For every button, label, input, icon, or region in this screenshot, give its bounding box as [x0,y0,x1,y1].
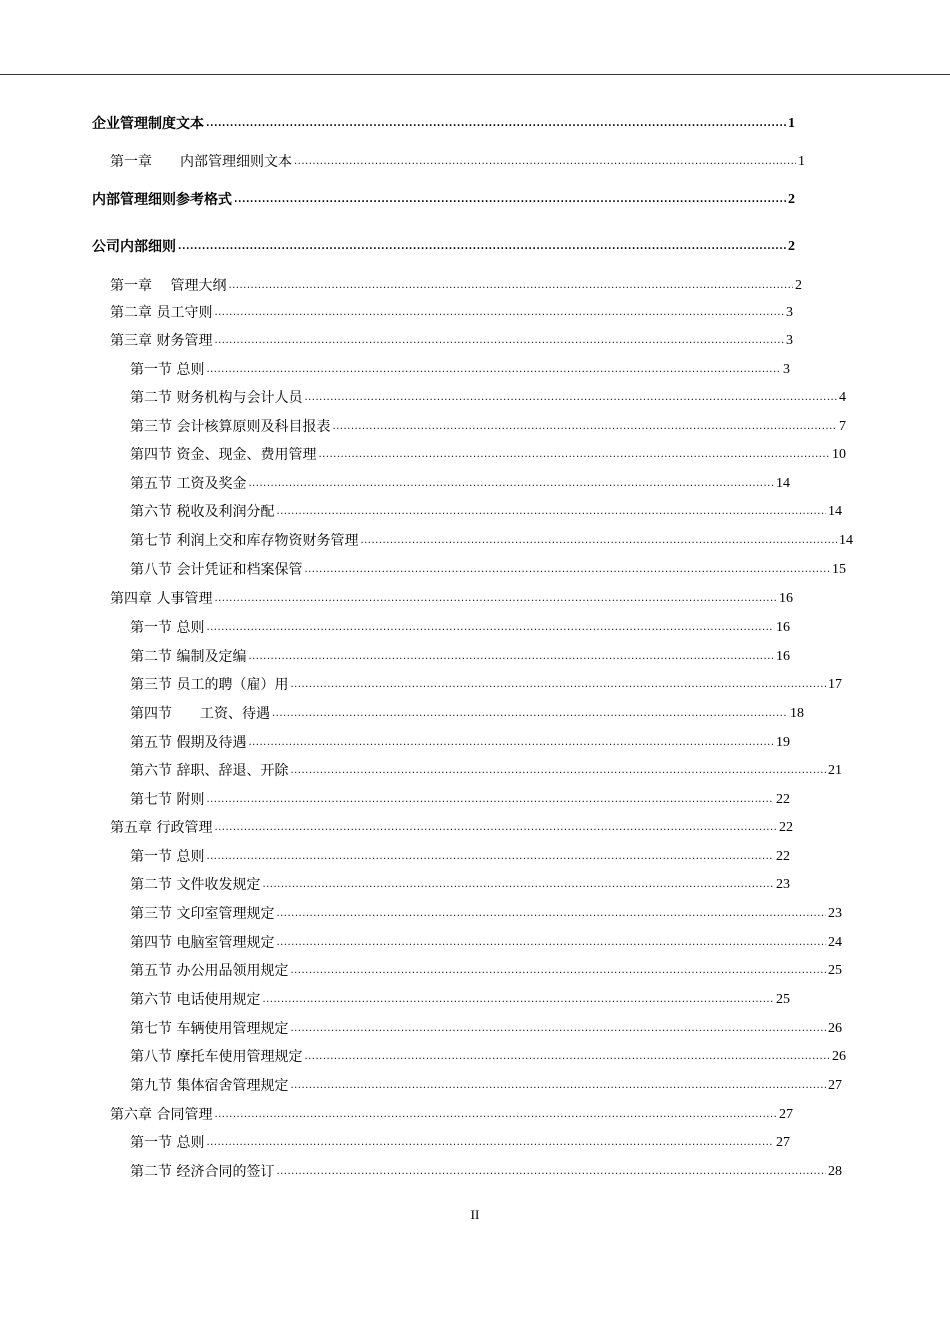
toc-entry[interactable] [130,500,842,520]
toc-entry-title: 第五节 假期及待遇 [130,735,247,751]
toc-dot-leader [206,116,786,132]
toc-entry-page: 28 [828,1164,842,1179]
toc-entry-page: 22 [776,792,790,807]
toc-entry-title: 第七节 利润上交和库存物资财务管理 [130,533,359,549]
toc-entry-page: 27 [779,1107,793,1122]
toc-entry-page: 16 [776,620,790,635]
toc-entry-title: 内部管理细则参考格式 [92,192,232,208]
toc-dot-leader [262,877,774,893]
toc-entry-page: 25 [828,963,842,978]
toc-entry[interactable] [130,1131,790,1151]
toc-entry[interactable] [130,358,790,378]
toc-entry-title: 第四节 资金、现金、费用管理 [130,447,317,463]
toc-entry-page: 23 [828,906,842,921]
toc-entry[interactable] [110,1103,793,1123]
toc-entry[interactable] [130,1074,842,1094]
toc-entry-page: 2 [788,192,795,207]
toc-entry[interactable] [130,443,846,463]
toc-entry[interactable] [130,873,790,893]
toc-dot-leader [206,792,774,808]
toc-dot-leader [262,992,774,1008]
toc-entry-title: 第七节 车辆使用管理规定 [130,1021,289,1037]
toc-entry[interactable] [130,731,790,751]
toc-entry[interactable] [130,472,790,492]
toc-entry-title: 第六节 辞职、辞退、开除 [130,763,289,779]
toc-entry-title: 公司内部细则 [92,239,176,255]
toc-entry[interactable] [110,301,793,321]
toc-entry-title: 第六节 电话使用规定 [130,992,261,1008]
toc-entry[interactable] [130,529,853,549]
toc-dot-leader [304,1049,830,1065]
toc-entry[interactable] [110,150,805,170]
toc-entry-page: 26 [828,1021,842,1036]
toc-entry-page: 10 [832,447,846,462]
toc-entry[interactable] [110,816,793,836]
toc-dot-leader [276,935,826,951]
toc-entry-page: 17 [828,677,842,692]
toc-entry-page: 15 [832,562,846,577]
toc-entry[interactable] [130,616,790,636]
toc-entry-title: 第一章 内部管理细则文本 [110,154,292,170]
toc-entry-page: 16 [779,591,793,606]
toc-dot-leader [294,154,796,170]
toc-entry-title: 第四章 人事管理 [110,591,213,607]
toc-entry-page: 14 [828,504,842,519]
toc-entry[interactable] [92,112,795,132]
toc-entry-page: 3 [786,333,793,348]
toc-entry-title: 第一节 总则 [130,849,205,865]
toc-entry[interactable] [130,845,790,865]
toc-entry-page: 25 [776,992,790,1007]
toc-dot-leader [304,562,830,578]
toc-entry[interactable] [130,645,790,665]
page-number: II [470,1207,480,1222]
toc-entry-title: 第一节 总则 [130,362,205,378]
toc-entry-page: 3 [783,362,790,377]
toc-entry-title: 第二节 文件收发规定 [130,877,261,893]
toc-entry[interactable] [130,1160,842,1180]
toc-entry-page: 21 [828,763,842,778]
toc-dot-leader [206,620,774,636]
toc-entry-page: 3 [786,305,793,320]
toc-entry-page: 1 [788,116,795,131]
toc-entry[interactable] [130,558,846,578]
toc-dot-leader [332,419,837,435]
toc-dot-leader [290,763,826,779]
toc-entry[interactable] [130,1017,842,1037]
toc-dot-leader [290,1078,826,1094]
toc-entry-page: 22 [779,820,793,835]
toc-dot-leader [214,305,784,321]
header-rule [0,74,950,75]
toc-entry-title: 第四节 工资、待遇 [130,706,270,722]
toc-entry-title: 第二节 经济合同的签订 [130,1164,275,1180]
toc-entry[interactable] [130,673,842,693]
toc-dot-leader [228,278,793,294]
toc-entry-page: 14 [839,533,853,548]
toc-dot-leader [206,1135,774,1151]
toc-entry-title: 第一章 管理大纲 [110,278,227,294]
toc-entry[interactable] [110,587,793,607]
toc-entry[interactable] [130,988,790,1008]
toc-entry-title: 第七节 附则 [130,792,205,808]
toc-dot-leader [248,735,774,751]
toc-entry-title: 第一节 总则 [130,620,205,636]
toc-entry-page: 7 [839,419,846,434]
toc-entry-page: 14 [776,476,790,491]
toc-dot-leader [304,390,837,406]
toc-dot-leader [276,906,826,922]
toc-entry-title: 第八节 摩托车使用管理规定 [130,1049,303,1065]
toc-entry-title: 第二章 员工守则 [110,305,213,321]
toc-entry-page: 23 [776,877,790,892]
toc-dot-leader [248,649,774,665]
toc-dot-leader [290,677,826,693]
toc-entry[interactable] [92,235,795,255]
toc-entry-title: 第一节 总则 [130,1135,205,1151]
toc-entry[interactable] [92,188,795,208]
toc-entry-page: 2 [788,239,795,254]
toc-entry-title: 第八节 会计凭证和档案保管 [130,562,303,578]
toc-entry[interactable] [130,386,846,406]
toc-entry[interactable] [130,931,842,951]
toc-dot-leader [234,192,786,208]
toc-entry-title: 第二节 财务机构与会计人员 [130,390,303,406]
toc-entry-title: 第四节 电脑室管理规定 [130,935,275,951]
toc-dot-leader [206,849,774,865]
toc-entry-page: 2 [795,278,802,293]
toc-entry-page: 27 [776,1135,790,1150]
toc-entry-title: 第三节 文印室管理规定 [130,906,275,922]
toc-entry-page: 18 [790,706,804,721]
toc-entry-title: 企业管理制度文本 [92,116,204,132]
toc-entry-title: 第九节 集体宿舍管理规定 [130,1078,289,1094]
toc-dot-leader [214,591,777,607]
toc-entry-page: 22 [776,849,790,864]
toc-entry[interactable] [110,329,793,349]
toc-entry-page: 16 [776,649,790,664]
toc-dot-leader [178,239,786,255]
toc-entry-page: 24 [828,935,842,950]
toc-entry[interactable] [110,274,802,294]
toc-entry[interactable] [130,959,842,979]
toc-dot-leader [318,447,830,463]
toc-entry-page: 19 [776,735,790,750]
toc-entry[interactable] [130,902,842,922]
toc-entry-title: 第五节 工资及奖金 [130,476,247,492]
toc-dot-leader [214,333,784,349]
toc-dot-leader [214,1107,777,1123]
toc-entry-title: 第三节 员工的聘（雇）用 [130,677,289,693]
toc-entry-page: 1 [798,154,805,169]
toc-entry[interactable] [130,1045,846,1065]
toc-dot-leader [290,963,826,979]
toc-entry[interactable] [130,415,846,435]
toc-dot-leader [360,533,837,549]
toc-entry[interactable] [130,759,842,779]
toc-entry-page: 27 [828,1078,842,1093]
toc-entry-title: 第二节 编制及定编 [130,649,247,665]
toc-entry-title: 第五节 办公用品领用规定 [130,963,289,979]
toc-dot-leader [290,1021,826,1037]
toc-dot-leader [214,820,777,836]
toc-entry-page: 26 [832,1049,846,1064]
toc-entry-title: 第三节 会计核算原则及科目报表 [130,419,331,435]
toc-dot-leader [276,504,826,520]
toc-entry[interactable] [130,788,790,808]
toc-dot-leader [206,362,781,378]
toc-entry-title: 第五章 行政管理 [110,820,213,836]
toc-entry-title: 第六节 税收及利润分配 [130,504,275,520]
toc-dot-leader [272,706,788,722]
toc-entry[interactable] [130,702,804,722]
toc-entry-title: 第三章 财务管理 [110,333,213,349]
toc-dot-leader [248,476,774,492]
toc-entry-title: 第六章 合同管理 [110,1107,213,1123]
toc-entry-page: 4 [839,390,846,405]
toc-dot-leader [276,1164,826,1180]
